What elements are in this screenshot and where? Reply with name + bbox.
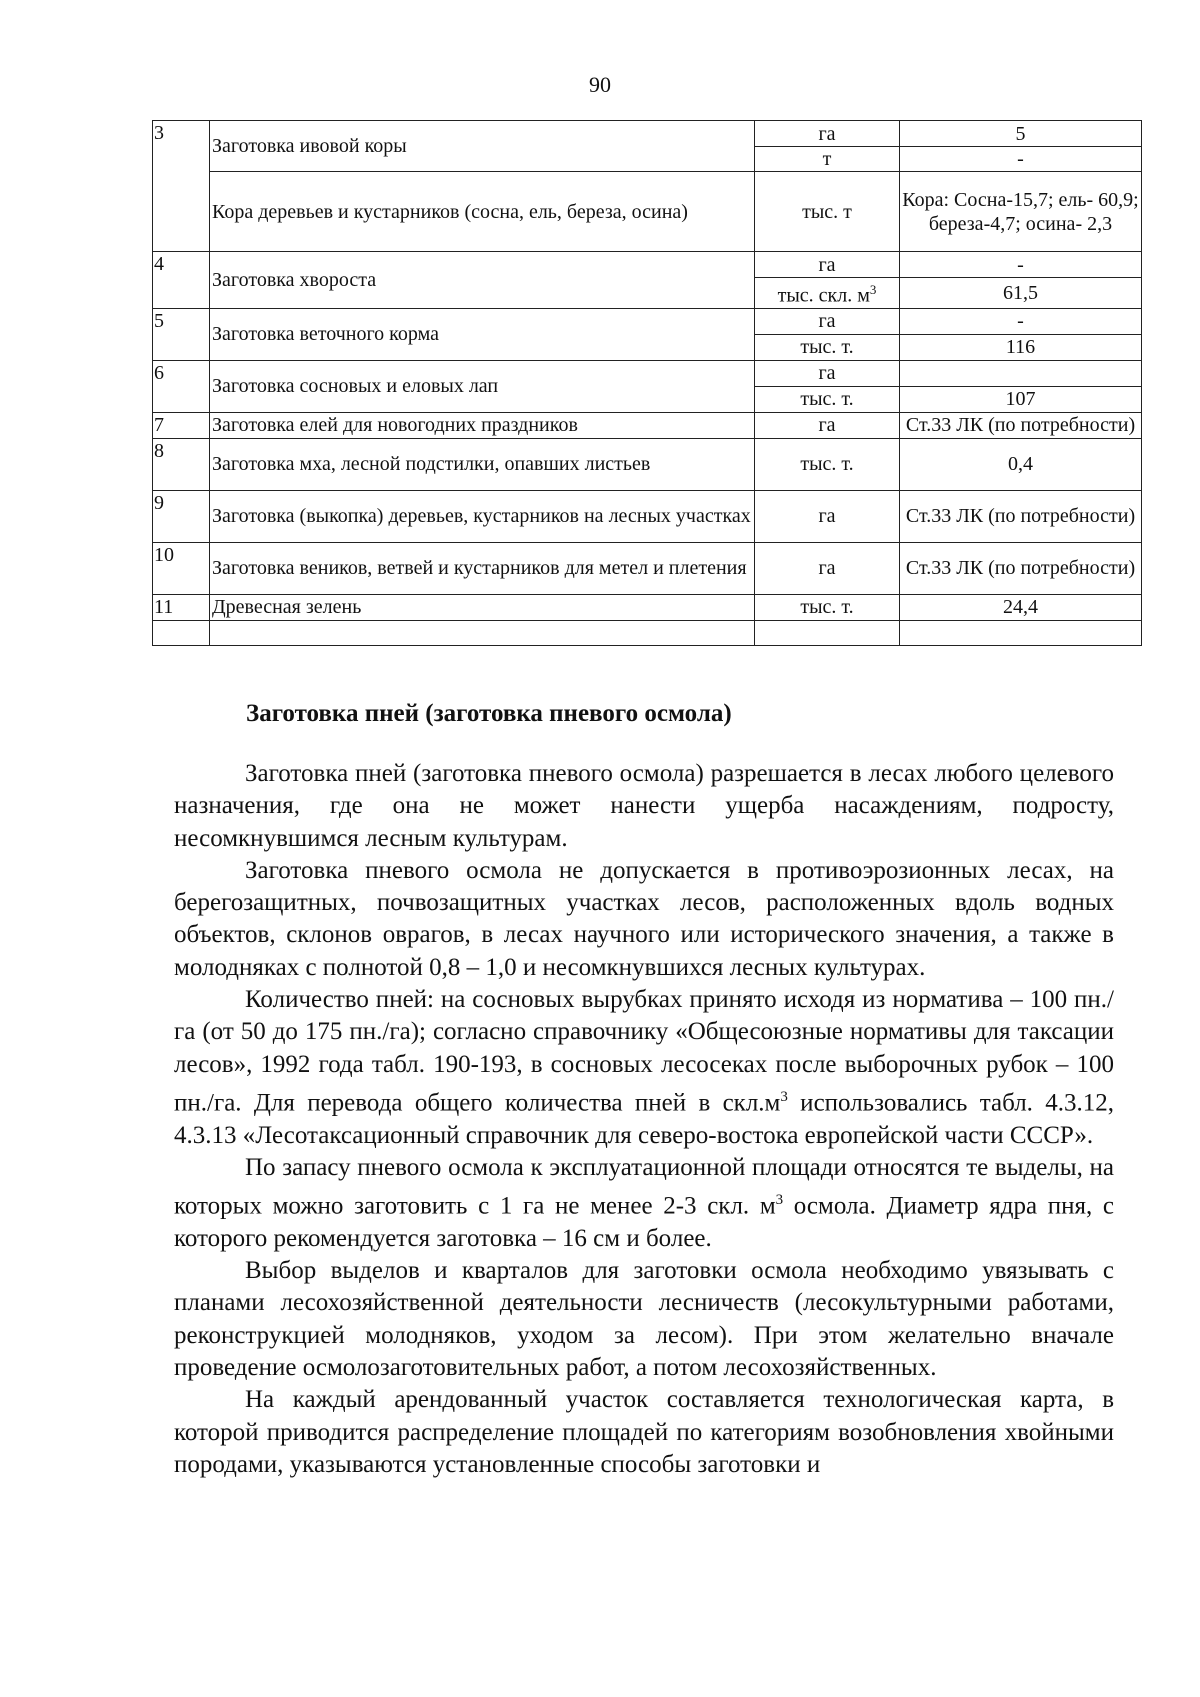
unit-cell: т (755, 147, 900, 172)
paragraph: Выбор выделов и кварталов для заготовки осмола необходимо увязывать с планами лесохозяйственной деятельности лесничеств (лесокультурными работами, реконструкцией молодняков, уходом за лесом). При этом желательно вначале проведение осмолозаготовительных работ, а потом лесохозяйственных. (174, 1257, 1114, 1381)
value-cell: - (900, 252, 1142, 278)
table-row (153, 121, 1142, 147)
table-row (153, 438, 1142, 490)
unit-cell: га (755, 412, 900, 438)
row-number: 9 (153, 490, 210, 542)
unit-cell: га (755, 542, 900, 594)
value-cell (900, 360, 1142, 386)
value-cell: Ст.33 ЛК (по потребности) (900, 490, 1142, 542)
unit-cell: га (755, 490, 900, 542)
value-line: Кора: Сосна-15,7; ель- 60,9; (902, 188, 1139, 211)
empty-cell (210, 620, 755, 645)
superscript: 3 (775, 1192, 784, 1209)
unit-cell: га (755, 360, 900, 386)
value-line: береза-4,7; осина- 2,3 (928, 212, 1113, 235)
value-cell: 24,4 (900, 594, 1142, 620)
row-number: 8 (153, 438, 210, 490)
unit-cell: тыс. т. (755, 386, 900, 412)
value-cell (900, 172, 1142, 252)
table-row (153, 308, 1142, 334)
unit-cell: га (755, 252, 900, 278)
unit-superscript: 3 (869, 282, 877, 297)
value-cell: 0,4 (900, 438, 1142, 490)
body-text (174, 758, 1114, 1481)
table-row (153, 172, 1142, 252)
value-cell: 116 (900, 334, 1142, 360)
value-cell: 5 (900, 121, 1142, 147)
row-number: 11 (153, 594, 210, 620)
table-row (153, 360, 1142, 386)
resource-name: Заготовка ивовой коры (210, 121, 755, 172)
row-number: 4 (153, 252, 210, 309)
unit-cell: га (755, 308, 900, 334)
resources-table (152, 120, 1142, 646)
table-row (153, 594, 1142, 620)
resource-name: Заготовка елей для новогодних праздников (210, 412, 755, 438)
resource-name: Заготовка веников, ветвей и кустарников для метел и плетения (210, 542, 755, 594)
table-row (153, 252, 1142, 278)
row-number: 10 (153, 542, 210, 594)
superscript: 3 (780, 1088, 788, 1105)
table-row (153, 542, 1142, 594)
empty-cell (153, 620, 210, 645)
paragraph: На каждый арендованный участок составляется технологическая карта, в которой приводится распределение площадей по категориям возобновления хвойными породами, указываются установленные способы заготовки и (174, 1386, 1114, 1478)
row-number: 3 (153, 121, 210, 252)
unit-cell: тыс. т (755, 172, 900, 252)
table-row-empty (153, 620, 1142, 645)
value-cell: 61,5 (900, 278, 1142, 309)
text-run: использовались табл. 4.3.12, 4.3.13 «Лесотаксационный справочник для северо-востока европейской части СССР». (174, 1089, 1114, 1149)
table-row (153, 412, 1142, 438)
table-row (153, 490, 1142, 542)
empty-cell (900, 620, 1142, 645)
value-cell: Ст.33 ЛК (по потребности) (900, 542, 1142, 594)
resource-name: Заготовка веточного корма (210, 308, 755, 360)
resource-name: Заготовка мха, лесной подстилки, опавших листьев (210, 438, 755, 490)
value-cell: - (900, 308, 1142, 334)
unit-cell: тыс. т. (755, 334, 900, 360)
resource-name: Заготовка (выкопка) деревьев, кустарников на лесных участках (210, 490, 755, 542)
unit-cell: га (755, 121, 900, 147)
paragraph (174, 1152, 1114, 1255)
paragraph: Заготовка пневого осмола не допускается в противоэрозионных лесах, на берегозащитных, почвозащитных участках лесов, расположенных вдоль водных объектов, склонов оврагов, в лесах научного или исторического значения, а также в молодняках с полнотой 0,8 – 1,0 и несомкнувшихся лесных культурах. (174, 856, 1114, 981)
unit-cell: тыс. т. (755, 594, 900, 620)
text-run: Количество пней: на сосновых вырубках принято исходя из норматива – 100 пн./га (от 50 до 175 пн./га); согласно справочнику «Общесоюзные нормативы для таксации лесов», 1992 года табл. 190-193, в сосновых лесосеках после выборочных рубок – 100 пн./га. Для перевода общего количества пней в скл.м (174, 986, 1114, 1117)
empty-cell (755, 620, 900, 645)
unit-text: тыс. скл. м (777, 284, 870, 307)
resource-name: Заготовка сосновых и еловых лап (210, 360, 755, 412)
section-title: Заготовка пней (заготовка пневого осмола) (246, 700, 732, 727)
row-number: 6 (153, 360, 210, 412)
resource-name: Древесная зелень (210, 594, 755, 620)
row-number: 5 (153, 308, 210, 360)
text-run: По запасу пневого осмола к эксплуатационной площади относятся те выделы, на которых можно заготовить с 1 га не менее 2-3 скл. м (174, 1153, 1114, 1220)
paragraph (174, 984, 1114, 1152)
row-number: 7 (153, 412, 210, 438)
value-cell: Ст.33 ЛК (по потребности) (900, 412, 1142, 438)
value-cell: 107 (900, 386, 1142, 412)
page-number: 90 (589, 72, 611, 97)
text-run: осмола. Диаметр ядра пня, с которого рекомендуется заготовка – 16 см и более. (174, 1192, 1114, 1252)
resource-name: Заготовка хвороста (210, 252, 755, 309)
value-cell: - (900, 147, 1142, 172)
unit-cell: тыс. т. (755, 438, 900, 490)
unit-cell (755, 278, 900, 309)
paragraph: Заготовка пней (заготовка пневого осмола) разрешается в лесах любого целевого назначения, где она не может нанести ущерба насаждениям, подросту, несомкнувшимся лесным культурам. (174, 760, 1114, 852)
resource-name: Кора деревьев и кустарников (сосна, ель, береза, осина) (210, 172, 755, 252)
